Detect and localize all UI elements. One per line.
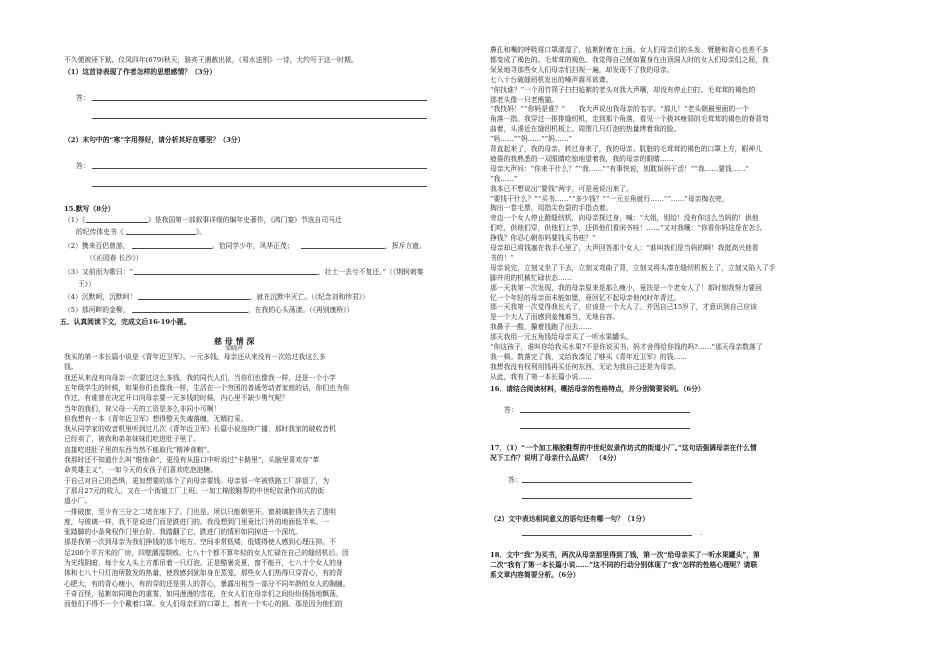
story-line: 脚并用的机械忙碌状态…… bbox=[490, 273, 572, 282]
dot-mark: . bbox=[700, 529, 703, 537]
story-line: “我找妈！”“你妈是谁？” 我大声说出我母亲的名字。“那儿！”老头朝最里面的一个 bbox=[490, 105, 749, 114]
q15-4-part-a: （4）沉默呵，沉默呵！ bbox=[64, 293, 137, 301]
story-line: 旁边一个女人停止蹬缝纫机，向母亲探过身，喊：“大姐，别给！没有你这么当妈的！供他 bbox=[490, 214, 759, 223]
blank-line bbox=[134, 274, 318, 275]
answer-line bbox=[92, 168, 427, 169]
story-line: 但我想有一本《青年近卫军》想得整天失魂落魄，无精打采。 bbox=[64, 414, 248, 423]
answer-line bbox=[520, 412, 690, 413]
question-14-1: （1）这首诗表现了作者怎样的思想感情？（3分） bbox=[64, 68, 217, 76]
story-line: 直接吃进肚子里的东西当然不能取代“精神食粮”。 bbox=[64, 445, 214, 454]
answer-line bbox=[522, 482, 692, 483]
story-line: 是一个大人了而感到羞愧难当，无地自容。 bbox=[490, 313, 620, 322]
story-line: 张踏脚的小条凳权作门里台阶。我踏翻了它，跌进门的情形如同掉进一个深坑。 bbox=[64, 528, 302, 537]
story-title: 慈 母 情 深 bbox=[214, 336, 255, 346]
story-line: 那一天我第一次发现，我的母亲原来是那么瘦小，竟扶是一个老女人了！那时刻我努力要回 bbox=[490, 283, 762, 292]
q15-1-part-a: （1）《 bbox=[64, 216, 86, 224]
story-line: 们吃，供他们穿，供他们上学，还供他们看闲书哇！……”又对我嚷：“你看你妈这是在怎么 bbox=[490, 224, 763, 233]
section-five-heading: 五、认真阅读下文，完成文后16-19小题。 bbox=[60, 318, 191, 326]
question-18-line-a: 18．文中“我”为买书，两次从母亲那里得到了钱，第一次“给母亲买了一听水果罐头”，第 bbox=[490, 551, 760, 559]
q15-2-part-c: ，挥斥方遒。 bbox=[385, 242, 426, 250]
q15-2-part-a: （2）携来百侣曾游， bbox=[64, 242, 130, 250]
question-17-2: （2）文中表达相同意义的语句还有哪一句？（1分） bbox=[490, 515, 649, 523]
story-line: “妈……”“妈……”“妈……” bbox=[490, 135, 573, 144]
story-line: 挣钱？你忍心朝你妈要钱买书哇？” bbox=[490, 234, 596, 243]
story-line: 道小厂。 bbox=[64, 497, 92, 506]
q15-3-part-a: （3）又前而为歌曰：“ bbox=[64, 268, 133, 276]
story-line: 我从同学家的收音机里听到过几次《青年近卫军》长篇小说连续广播，那时我家的破收音机 bbox=[64, 425, 336, 434]
story-line: 于自己对自己的恐惧，更加想要的那个了向母亲要钱。母亲那一年被铁路工厂辞退了，为 bbox=[64, 476, 330, 485]
story-line: 掏出一卷毛票，用指尖色裂的手指点着。 bbox=[490, 204, 613, 213]
q15-4-part-b: ，就在沉默中灭亡。（《纪念刘和珍君》） bbox=[250, 293, 369, 301]
q15-1-part-c: 的纪传体史书《 bbox=[76, 228, 124, 236]
story-line: 忆一个年轻的母亲而未能如愿，竟回忆不起母亲他何时年青过。 bbox=[490, 293, 681, 302]
answer-line bbox=[92, 100, 427, 101]
story-line: 为光线阴暗，每个女人头上方都吊着一只灯泡。正是酷暑炎夏，窗不能开，七八十个女人的身 bbox=[64, 559, 343, 567]
story-line: 从此，我有了第一本长篇小说…… bbox=[490, 372, 592, 381]
story-line: 了那月27元的收入，又在一个街道工厂上班。一加工棉胶鞋帮的中世纪奴隶作坊式的街 bbox=[64, 486, 325, 495]
question-16: 16．请结合阅读材料，概括母亲的性格特点，并分别简要说明。（6分） bbox=[490, 385, 705, 393]
story-line: 我一顿。数落完了我，又给我凑足了够买《青年近卫军》的钱…… bbox=[490, 352, 688, 361]
story-line: 作过，有谁曾在决定开口向母亲要一元多钱的时候，内心里不缺少勇气呢？ bbox=[64, 394, 289, 403]
story-line: 那一天我第一次觉得我长大了，应该是一个大人了。并因自己15岁了，才意识到自己应该 bbox=[490, 303, 757, 312]
story-line: 度，与玻璃一样，我不是说进门而是跌进门的。我没想到门里竟比门外的地面低半米。一 bbox=[64, 517, 330, 526]
q15-1-part-b: 》是我国第一部叙事详细的编年史著作，《鸿门宴》节选自司马迁 bbox=[148, 216, 342, 224]
story-line: 我鼻子一酸，攥着钱跑了出去…… bbox=[490, 323, 592, 332]
story-line: 疲倦的我熟悉的一双眼睛吃惊地望着我，我的母亲的眼睛…… bbox=[490, 154, 674, 163]
question-18-line-c: 系文章内容简要分析。（6分） bbox=[490, 571, 580, 579]
story-author: 梁晓声 bbox=[225, 345, 244, 352]
story-line: 一排破窗，至少有三分之二堵在地下了。门也是。所以只能朝里开。窗玻璃脏得失去了透明 bbox=[64, 507, 336, 516]
story-line: 呆呆地寻那些女人们母亲们扫视一遍，却发现不了我的母亲。 bbox=[490, 65, 674, 74]
answer-label: 答： bbox=[76, 94, 90, 102]
q15-5-part-a: （5）那河畔的金柳， bbox=[64, 306, 130, 314]
blank-line bbox=[132, 312, 248, 313]
q15-1-part-d: 》。 bbox=[196, 228, 207, 236]
story-line: 那是我第一次到母亲为我们挣钱的那个地方。空间非常低矮，低矮得使人感到心理压抑。不 bbox=[64, 538, 336, 547]
blank-line bbox=[132, 248, 212, 249]
story-line: 我那时还不知道什么叫“维他命”，更没有从报口中听说过“卡路里”，头脑里喜欢存“革 bbox=[64, 456, 320, 464]
story-line: 母亲却已将钱塞在我手心里了，大声回答那个女人：“谁叫我们是当妈的啊！我挺高兴他看 bbox=[490, 244, 759, 252]
poem-intro-text: 不久便被诬下狱。仪凤四年(679)秋天，骆宾王遇赦出狱，《易水送别》一诗，大约写于这一时期。 bbox=[64, 56, 358, 64]
question-18-line-b: 二次“我有了第一本长篇小说……”这不同的行动分别体现了“我”怎样的性格心理呢？请联 bbox=[490, 561, 758, 569]
story-line: 七八十台破缝纫机发出的噪声震耳欲聋。 bbox=[490, 75, 613, 84]
story-line: 我买的第一本长篇小说是《青年近卫军》。一元多钱。母亲还从来没有一次给过我这么多 bbox=[64, 353, 326, 361]
story-line: 千奇百怪，毡絮如同褐色的重雾，如同漫漫的雪花，在女人们在母亲们之间纷纷扬扬地飘荡， bbox=[64, 589, 343, 598]
answer-line bbox=[520, 428, 690, 429]
blank-line bbox=[301, 248, 385, 249]
story-line: 我本已不想说出“要钱”两字，可是竟说出来了。 bbox=[490, 184, 633, 193]
story-line: 母亲大声问：“你来干什么？”“我……”“有事快说，别耽误妈干活！”“我……要钱……” bbox=[490, 164, 749, 173]
q15-5-part-b: ，在我的心头荡漾。（《再别康桥》） bbox=[248, 306, 354, 314]
question-14-2: （2）末句中的“寒”字用得好，请分析其好在哪里？（3分） bbox=[64, 136, 245, 144]
story-line: “我……” bbox=[490, 174, 518, 183]
story-line: 已经卖了，被我和弟弟妹妹们吃进肚子里了。 bbox=[64, 435, 200, 444]
blank-line bbox=[138, 299, 250, 300]
story-line: 都变成了褐色的。毛茸茸的褐色。我觉得自己恍如置身在由顶洞人时的女人们母亲们之间，我 bbox=[490, 55, 769, 64]
answer-line bbox=[522, 535, 692, 536]
story-line: 鼻孔和嘴的呼吸将口罩濡湿了，毡絮附着在上面。女人们母亲们的头发、臂膀和背心也差不多 bbox=[490, 46, 769, 54]
answer-label: 答： bbox=[76, 162, 90, 170]
story-line: 命英雄主义”，一如今天的女孩子们喜欢吃泡泡糖。 bbox=[64, 466, 218, 475]
blank-line bbox=[86, 222, 148, 223]
answer-line bbox=[522, 498, 692, 499]
blank-line bbox=[126, 234, 196, 235]
story-line: “你这孩子，谁叫你给我买水果?不是你说买书，妈才舍得给你钱的吗?……”那天母亲数落了 bbox=[490, 343, 763, 351]
story-line: 钱。 bbox=[64, 363, 78, 372]
q15-2-part-d: （《沁园春 长沙》） bbox=[86, 254, 143, 262]
question-17-1-line-a: 17．（1）“一个加工棉胶鞋帮的中世纪奴隶作坊式的街道小厂。”这句话强调母亲在什么情 bbox=[490, 444, 757, 452]
story-line: 当年的我们，视父母一天的工资是多么非同小可啊！ bbox=[64, 404, 221, 413]
story-line: 书的！” bbox=[490, 253, 514, 262]
answer-label: 答： bbox=[508, 476, 522, 484]
story-line: 那老头像一只老熊猫。 bbox=[490, 95, 558, 104]
story-line: “你找谁？”一个用竹筷子扫扫毡絮的老头对我大声嚷，却没有停止扫打。毛茸茸的褐色的 bbox=[490, 85, 756, 94]
story-line: 角落一指。我穿过一排排缝纫机，走到那个角落，看见一个极其瘦弱的毛茸茸的褐色的脊背弯 bbox=[490, 115, 769, 124]
q15-2-part-b: 。恰同学少年，风华正茂； bbox=[212, 242, 294, 250]
question-15-title: 15.默写（8分） bbox=[64, 205, 115, 213]
story-line: 我还从来没有向母亲一次要过这么多钱。我的同代人们，当你们也像我一样，还是一个小学 bbox=[64, 373, 336, 382]
story-line: 曲着，头湊近在缝纫机板上。周围几只灯泡的热量烤着我的脸。 bbox=[490, 125, 681, 134]
story-line: 而他们不得不一个个戴着口罩。女人们母亲们的口罩上，都有一个实心的圆。那是因为他们的 bbox=[64, 600, 343, 609]
story-line: 背直起来了，我的母亲。转过身来了，我的母亲。肮脏的毛茸茸的褐色的口罩上方，眼神儿 bbox=[490, 145, 762, 153]
story-line: 我想我没有权利用钱再买任何东西，无论为我自己还是为母亲。 bbox=[490, 362, 681, 371]
story-line: 五年级学生的时候，如果你们也像我一样，生活在一个穷困的普通劳动者家庭的话，你们也为你 bbox=[64, 383, 350, 392]
story-line: 足200个平方米的厂房，四壁潮湿颓败。七八十个都不算年轻的女人忙碌在自己的缝纫机后。因 bbox=[64, 548, 349, 557]
story-line: 那天我用一元五角钱给母亲买了一听水果罐头。 bbox=[490, 333, 633, 342]
story-line: 心肥大，有的背心瘦小，有的穿的还是男人的背心，暴露出相当一部分不同年龄的女人的胸脯。 bbox=[64, 579, 350, 588]
answer-line bbox=[92, 118, 427, 119]
question-17-1-line-b: 况下工作？说明了母亲什么品质？ （4分） bbox=[490, 454, 621, 462]
story-line: 母亲说完，立刻又坐了下去，立刻又弯曲了背，立刻又将头凑在缝纫机板上了，立刻又陷入了手 bbox=[490, 263, 776, 272]
answer-label: 答： bbox=[504, 406, 518, 414]
story-line: “要钱干什么？”“买书……”“多少钱？”“一元五角就行……”“……”母亲掏衣兜， bbox=[490, 194, 729, 203]
story-line: 体和七八十只灯泡所散发的热量，使我感到犹如身在蒸笼。那些女人们热得只穿背心，有的背 bbox=[64, 569, 343, 578]
q15-3-part-c: 王》） bbox=[78, 280, 95, 288]
answer-line bbox=[92, 186, 427, 187]
q15-3-part-b: ，壮士一去兮不复还。”（《荆轲刺秦 bbox=[318, 268, 424, 276]
